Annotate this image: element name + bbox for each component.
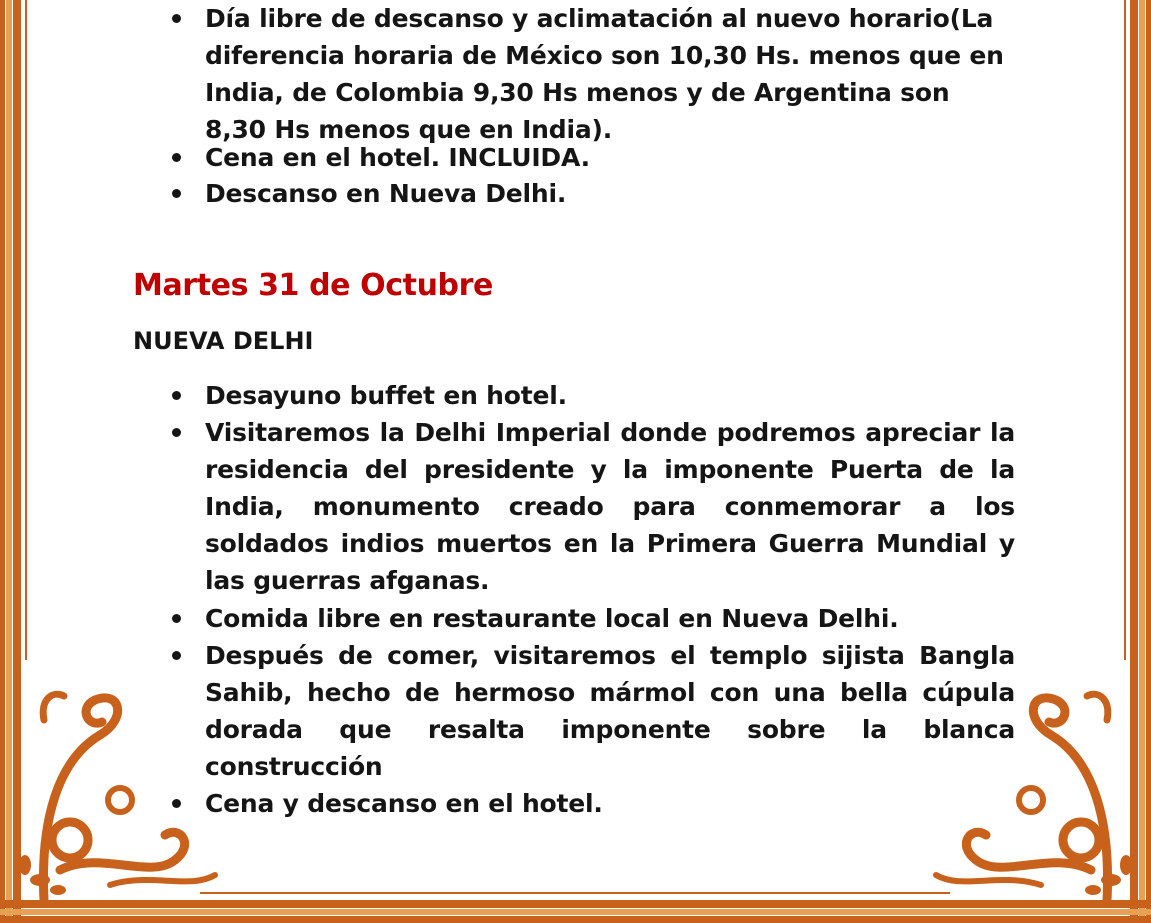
list-item-text: Descanso en Nueva Delhi. <box>205 179 567 208</box>
list-item <box>205 0 1015 148</box>
list-item <box>205 785 1015 822</box>
list-item <box>205 600 1015 637</box>
day-heading: Martes 31 de Octubre <box>133 268 493 303</box>
bullet-icon <box>172 614 181 623</box>
list-item <box>205 175 1015 212</box>
city-title: NUEVA DELHI <box>133 327 314 355</box>
list-item-text: Desayuno buffet en hotel. <box>205 381 567 410</box>
list-item-text: Día libre de descanso y aclimatación al nuevo horario(La diferencia horaria de México son 10,30 Hs. menos que en India, de Colombia 9,30 Hs menos y de Argentina son 8,30 Hs menos que en India). <box>205 4 1004 144</box>
list-item-text: Cena en el hotel. INCLUIDA. <box>205 143 590 172</box>
bullet-icon <box>172 799 181 808</box>
bullet-icon <box>172 428 181 437</box>
list-item-text: Después de comer, visitaremos el templo sijista Bangla Sahib, hecho de hermoso mármol con una bella cúpula dorada que resalta imponente sobre la blanca construcción <box>205 641 1015 781</box>
list-item-text: Cena y descanso en el hotel. <box>205 789 603 818</box>
list-item-text: Visitaremos la Delhi Imperial donde podremos apreciar la residencia del presidente y la imponente Puerta de la India, monumento creado para conmemorar a los soldados indios muertos en la Primera Guerra Mundial y las guerras afganas. <box>205 418 1015 595</box>
list-item <box>205 139 1015 176</box>
list-item-text: Comida libre en restaurante local en Nueva Delhi. <box>205 604 899 633</box>
bullet-icon <box>172 153 181 162</box>
bullet-icon <box>172 651 181 660</box>
bullet-icon <box>172 14 181 23</box>
list-item <box>205 414 1015 599</box>
bullet-icon <box>172 391 181 400</box>
bullet-icon <box>172 189 181 198</box>
list-item <box>205 377 1015 414</box>
list-item <box>205 637 1015 785</box>
